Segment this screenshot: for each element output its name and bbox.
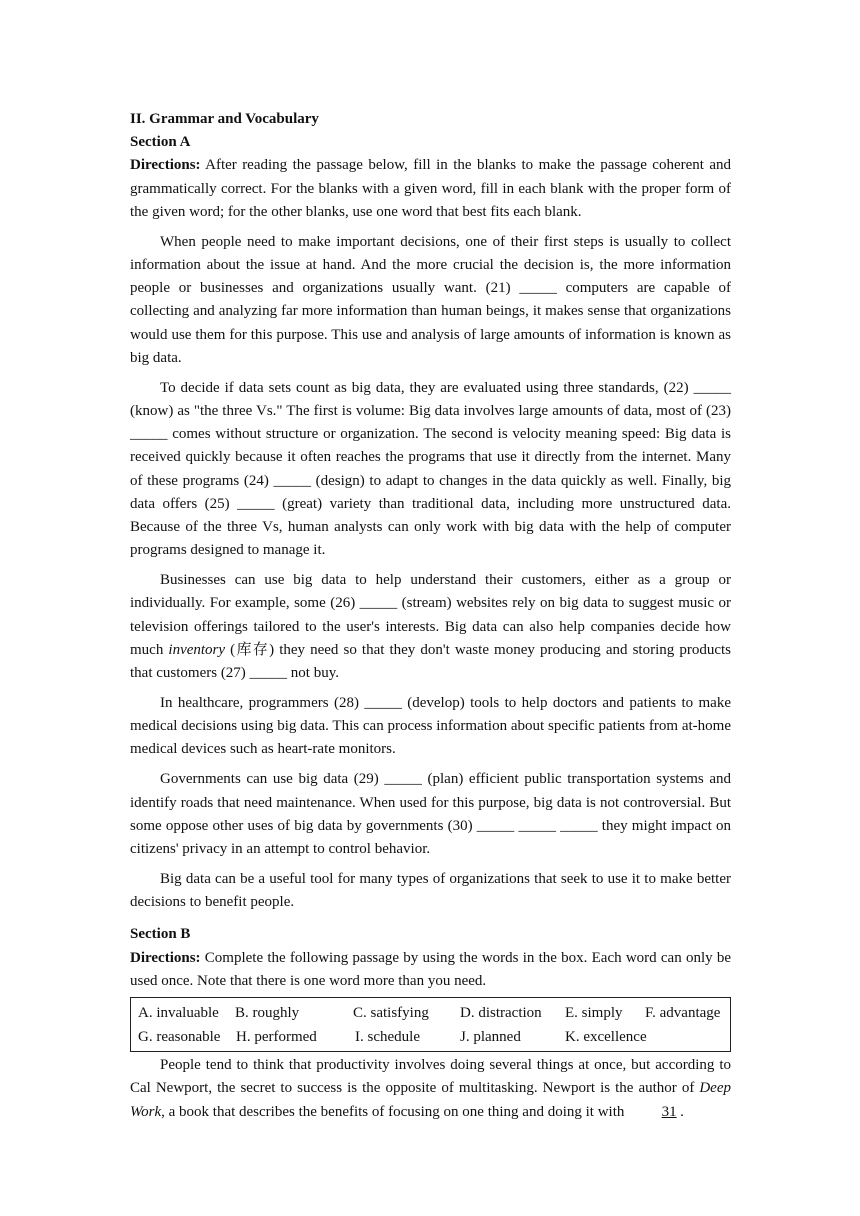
- paragraph-text: People tend to think that productivity involves doing several things at once, but according to Cal Newport, the secret to success is the opposite of multitasking. Newport is the author of: [130, 1057, 731, 1097]
- directions-label: Directions:: [130, 949, 201, 966]
- paragraph-text: (库存) they need so that they don't waste money producing and storing products that customers (27) _____ not buy.: [130, 641, 731, 682]
- section-a-title: Section A: [130, 134, 191, 151]
- passage-paragraph-5: Governments can use big data (29) _____ (plan) efficient public transportation systems and identify roads that need maintenance. When used for this purpose, big data is not controversial. But some oppose other uses of big data by governments (30) _____ _____ _____ they might impact on citizens' privacy in an attempt to control behavior.: [130, 771, 731, 858]
- directions-text: After reading the passage below, fill in the blanks to make the passage coherent and grammatically correct. For the blanks with a given word, fill in each blank with the proper form of the given word; for the other blanks, use one word that best fits each blank.: [130, 157, 731, 220]
- word-option-c: C. satisfying: [353, 1005, 429, 1022]
- word-option-k: K. excellence: [565, 1028, 647, 1045]
- passage-paragraph-6: Big data can be a useful tool for many types of organizations that seek to use it to make better decisions to benefit people.: [130, 871, 731, 911]
- word-box: [130, 997, 731, 1052]
- word-option-b: B. roughly: [235, 1005, 300, 1022]
- document-content: [130, 108, 731, 1124]
- word-box-row-1: [138, 1002, 730, 1026]
- word-option-i: I. schedule: [355, 1028, 420, 1045]
- word-box-row-2: [138, 1026, 730, 1050]
- directions-label: Directions:: [130, 157, 201, 174]
- passage-paragraph-2: To decide if data sets count as big data, they are evaluated using three standards, (22) _____ (know) as "the three Vs." The first is volume: Big data involves large amounts of data, most of (23) _____ comes without structure or organization. The second is velocity meaning speed: Big data is received quickly because it often reaches the programs that use it directly from the internet. Many of these programs (24) _____ (design) to adapt to changes in the data quickly as well. Finally, big data offers (25) _____ (great) variety than traditional data, including more unstructured data. Because of the three Vs, human analysts can only work with big data with the help of computer programs designed to manage it.: [130, 379, 731, 559]
- passage-paragraph-1: When people need to make important decisions, one of their first steps is usually to collect information about the issue at hand. And the more crucial the decision is, the more information people or businesses and organizations usually want. (21) _____ computers are capable of collecting and analyzing far more information than human beings, it makes sense that organizations would use them for this purpose. This use and analysis of large amounts of information is known as big data.: [130, 233, 731, 366]
- section-a-directions: [130, 154, 731, 224]
- section-b-paragraph-1: [130, 1054, 731, 1124]
- paragraph-text: Businesses can use big data to help understand their customers, either as a group or individually. For example, some (26) _____ (stream) websites rely on big data to suggest music or television offerings tailored to the user's interests. Big data can also help companies decide how much: [130, 572, 731, 658]
- directions-text: Complete the following passage by using the words in the box. Each word can only be used once. Note that there is one word more than you need.: [130, 949, 731, 989]
- book-title: Deep Work: [130, 1080, 731, 1120]
- word-option-g: G. reasonable: [138, 1028, 221, 1045]
- paragraph-text: , a book that describes the benefits of focusing on one thing and doing it with: [161, 1103, 629, 1120]
- word-option-d: D. distraction: [460, 1005, 542, 1022]
- blank-31: 31: [661, 1103, 677, 1120]
- paragraph-text: .: [680, 1103, 684, 1120]
- word-option-a: A. invaluable: [138, 1005, 219, 1022]
- passage-paragraph-4: In healthcare, programmers (28) _____ (develop) tools to help doctors and patients to make medical decisions using big data. This can process information about specific patients from at-home medical devices such as heart-rate monitors.: [130, 695, 731, 758]
- section-b-title: Section B: [130, 926, 191, 943]
- word-option-j: J. planned: [460, 1028, 521, 1045]
- passage-paragraph-3: [130, 569, 731, 685]
- italic-term: inventory: [168, 641, 226, 658]
- word-option-f: F. advantage: [645, 1005, 721, 1022]
- word-option-e: E. simply: [565, 1005, 623, 1022]
- word-option-h: H. performed: [236, 1028, 317, 1045]
- section-b-directions: [130, 947, 731, 993]
- part-heading: II. Grammar and Vocabulary: [130, 111, 319, 127]
